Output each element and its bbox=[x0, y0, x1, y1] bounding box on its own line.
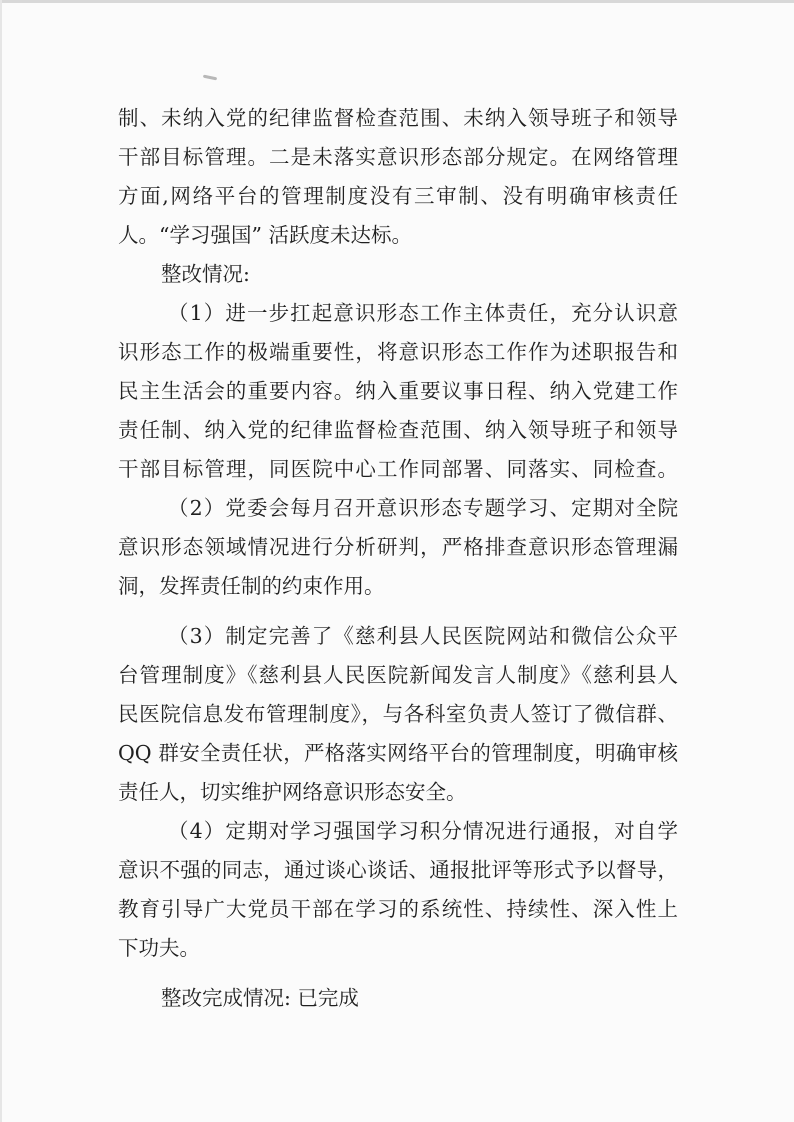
text-line: 制、未纳入党的纪律监督检查范围、未纳入领导班子和领导 bbox=[118, 106, 678, 130]
text-line: 台管理制度》《慈利县人民医院新闻发言人制度》《慈利县人 bbox=[118, 663, 678, 687]
scan-speck bbox=[203, 75, 217, 81]
text-line: 民医院信息发布管理制度》，与各科室负责人签订了微信群、 bbox=[118, 702, 678, 726]
text-line: 责任制、纳入党的纪律监督检查范围、纳入领导班子和领导 bbox=[118, 418, 678, 442]
text-line: QQ 群安全责任状，严格落实网络平台的管理制度，明确审核 bbox=[118, 741, 678, 765]
text-line: 责任人，切实维护网络意识形态安全。 bbox=[118, 780, 467, 804]
text-line: 干部目标管理。二是未落实意识形态部分规定。在网络管理 bbox=[118, 145, 678, 169]
text-line: 意识形态领域情况进行分析研判，严格排查意识形态管理漏 bbox=[118, 535, 678, 559]
text-line: 识形态工作的极端重要性，将意识形态工作作为述职报告和 bbox=[118, 340, 678, 364]
text-line: 干部目标管理，同医院中心工作同部署、同落实、同检查。 bbox=[118, 457, 678, 481]
text-line: 方面,网络平台的管理制度没有三审制、没有明确审核责任 bbox=[118, 184, 678, 208]
scan-edge-left bbox=[0, 0, 2, 1122]
text-line: 人。“学习强国” 活跃度未达标。 bbox=[118, 223, 412, 247]
document-body bbox=[118, 99, 678, 1018]
text-line: 洞，发挥责任制的约束作用。 bbox=[118, 574, 385, 598]
text-line: （3）制定完善了《慈利县人民医院网站和微信公众平 bbox=[168, 624, 678, 648]
completion-status: 整改完成情况: 已完成 bbox=[161, 986, 359, 1010]
section-heading: 整改情况: bbox=[161, 262, 250, 286]
text-line: 民主生活会的重要内容。纳入重要议事日程、纳入党建工作 bbox=[118, 379, 678, 403]
text-line: （2）党委会每月召开意识形态专题学习、定期对全院 bbox=[168, 496, 678, 520]
text-line: （4）定期对学习强国学习积分情况进行通报，对自学 bbox=[168, 819, 678, 843]
text-line: （1）进一步扛起意识形态工作主体责任，充分认识意 bbox=[168, 301, 678, 325]
text-line: 教育引导广大党员干部在学习的系统性、持续性、深入性上 bbox=[118, 897, 678, 921]
scan-edge-top bbox=[0, 0, 794, 3]
text-line: 下功夫。 bbox=[118, 936, 200, 960]
text-line: 意识不强的同志，通过谈心谈话、通报批评等形式予以督导， bbox=[118, 858, 678, 882]
